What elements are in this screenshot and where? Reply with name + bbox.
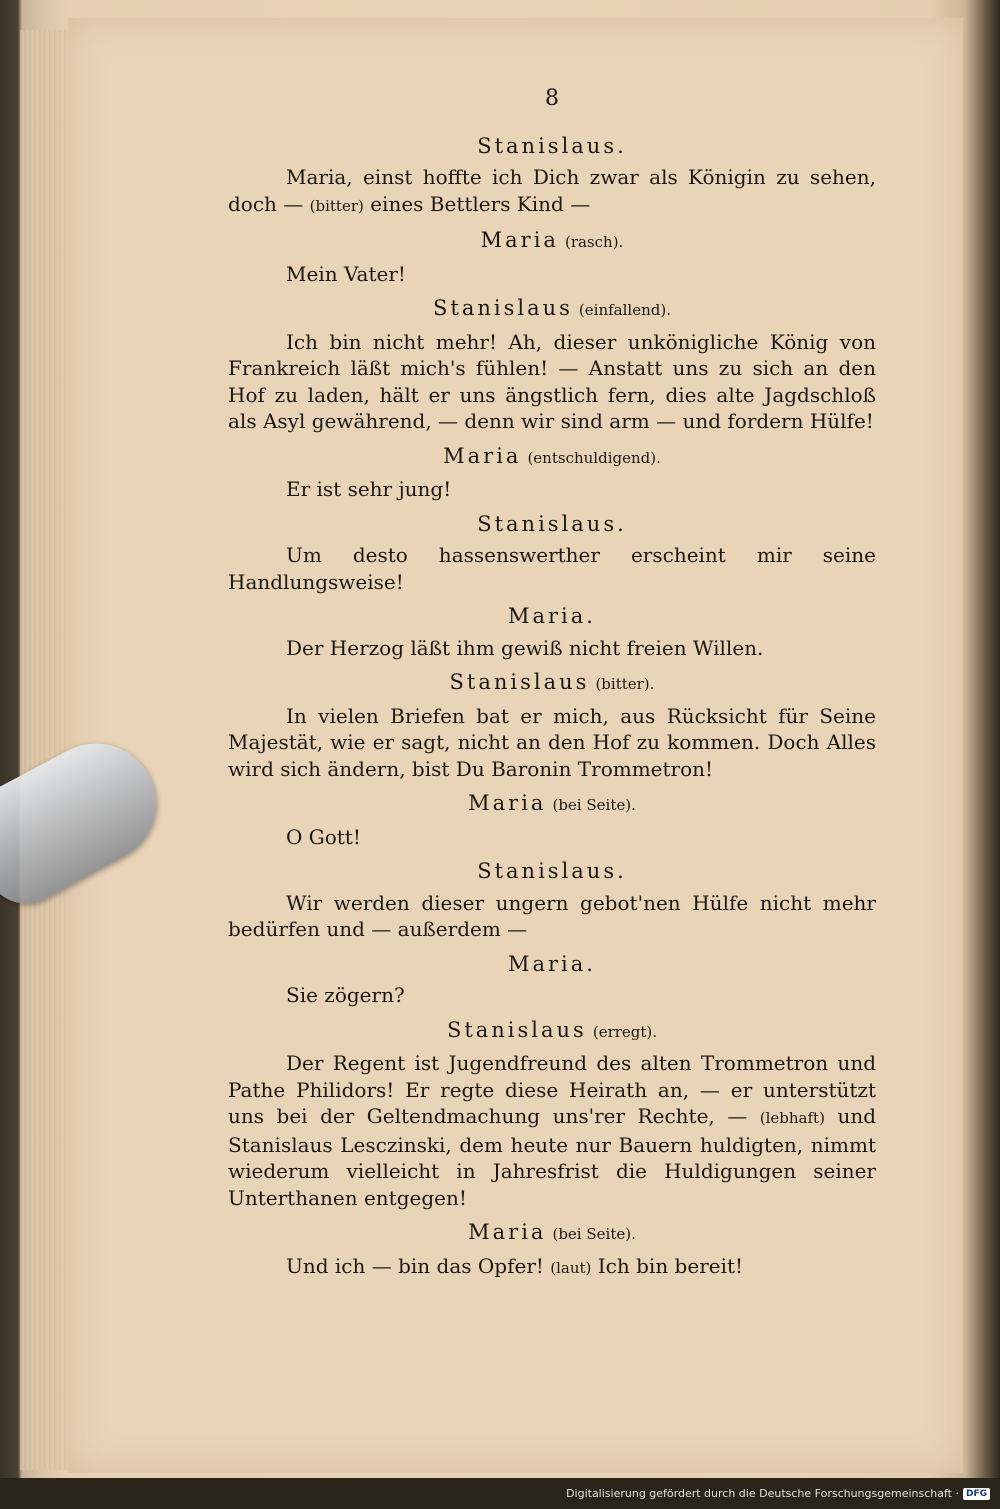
stage-direction: (entschuldigend). bbox=[527, 448, 661, 467]
page-number: 8 bbox=[545, 86, 559, 111]
speaker-name: Stanislaus. bbox=[477, 511, 627, 536]
line-text: O Gott! bbox=[286, 824, 361, 849]
dialogue-line bbox=[228, 164, 876, 219]
stage-direction: (bitter) bbox=[309, 196, 364, 215]
stage-direction: (bei Seite). bbox=[552, 796, 636, 814]
stage-direction: (laut) bbox=[550, 1258, 592, 1277]
page-stack-edge bbox=[20, 30, 70, 1470]
page-text bbox=[228, 86, 876, 1281]
speaker-heading bbox=[228, 669, 876, 698]
line-text: Er ist sehr jung! bbox=[286, 477, 452, 501]
dialogue-line bbox=[228, 824, 876, 851]
line-text: eines Bettlers Kind — bbox=[363, 191, 591, 216]
dialogue-line bbox=[228, 329, 876, 435]
speaker-name: Maria bbox=[443, 443, 522, 468]
line-text: In vielen Briefen bat er mich, aus Rücksicht für Seine Majestät, wie er sagt, nicht an den Hof zu kommen. Doch Alles wird sich ändern, bist Du Baronin Trommetron! bbox=[228, 703, 876, 781]
dialogue-line bbox=[228, 476, 876, 503]
speaker-heading bbox=[228, 511, 876, 538]
credit-text: Digitalisierung gefördert durch die Deutsche Forschungsgemeinschaft · bbox=[566, 1487, 959, 1500]
speaker-heading bbox=[228, 858, 876, 885]
speaker-name: Stanislaus bbox=[446, 1017, 587, 1042]
speaker-heading bbox=[228, 790, 876, 819]
dialogue-line bbox=[228, 890, 876, 943]
speaker-name: Stanislaus. bbox=[477, 859, 627, 883]
stage-direction: (bei Seite). bbox=[552, 1225, 636, 1243]
speaker-heading bbox=[228, 227, 876, 256]
line-text: Ich bin nicht mehr! Ah, dieser unkönigliche König von Frankreich läßt mich's fühlen! — Anstatt uns zu sich an den Hof zu laden, hält er uns ängstlich fern, dies alte Jagdschloß als Asyl gewährend, — denn wir sind arm — und fordern Hülfe! bbox=[228, 329, 876, 433]
speaker-name: Maria bbox=[468, 1220, 547, 1244]
dialogue-line bbox=[228, 1050, 876, 1211]
speaker-name: Maria bbox=[468, 791, 547, 815]
stage-direction: (lebhaft) bbox=[759, 1109, 825, 1127]
line-text: Maria, einst hoffte ich Dich zwar als Königin zu sehen, doch — bbox=[228, 165, 876, 216]
line-text: Der Herzog läßt ihm gewiß nicht freien Willen. bbox=[286, 635, 764, 660]
speaker-heading bbox=[228, 1219, 876, 1248]
dialogue-line bbox=[228, 1253, 876, 1282]
dialogue-line bbox=[228, 542, 876, 595]
stage-direction: (einfallend). bbox=[578, 301, 671, 319]
speaker-heading bbox=[228, 133, 876, 160]
speaker-name: Maria bbox=[480, 228, 559, 252]
speaker-name: Stanislaus bbox=[433, 296, 573, 320]
speaker-name: Maria. bbox=[508, 951, 596, 976]
line-text: Sie zögern? bbox=[286, 983, 405, 1007]
digitization-credit bbox=[566, 1487, 990, 1500]
dialogue-line bbox=[228, 703, 876, 783]
dialogue-line bbox=[228, 261, 876, 288]
dialogue-blocks bbox=[228, 133, 876, 1282]
dialogue-line bbox=[228, 982, 876, 1009]
speaker-heading bbox=[228, 443, 876, 472]
line-text: Und ich — bin das Opfer! bbox=[286, 1253, 551, 1278]
speaker-heading bbox=[228, 1017, 876, 1046]
line-text: Mein Vater! bbox=[286, 261, 406, 286]
speaker-name: Stanislaus bbox=[449, 670, 590, 694]
line-text: und Stanislaus Lesczinski, dem heute nur Bauern huldigten, nimmt wiederum vielleicht in Jahresfrist die Huldigungen seiner Unterthanen entgegen! bbox=[228, 1104, 877, 1210]
line-text: Wir werden dieser ungern gebot'nen Hülfe nicht mehr bedürfen und — außerdem — bbox=[228, 890, 876, 941]
speaker-heading bbox=[228, 295, 876, 324]
stage-direction: (rasch). bbox=[564, 233, 624, 251]
line-text: Ich bin bereit! bbox=[591, 1253, 744, 1278]
line-text: Um desto hassenswerther erscheint mir seine Handlungsweise! bbox=[228, 543, 876, 594]
speaker-heading bbox=[228, 603, 876, 630]
dfg-logo: DFG bbox=[963, 1488, 990, 1500]
speaker-name: Maria. bbox=[508, 604, 596, 628]
speaker-name: Stanislaus. bbox=[477, 133, 627, 158]
stage-direction: (erregt). bbox=[592, 1022, 658, 1041]
line-text: Der Regent ist Jugendfreund des alten Trommetron und Pathe Philidors! Er regte diese Heirath an, — er unterstützt uns bei der Geltendmachung uns'rer Rechte, — bbox=[228, 1051, 876, 1128]
speaker-heading bbox=[228, 951, 876, 978]
dialogue-line bbox=[228, 635, 876, 662]
stage-direction: (bitter). bbox=[595, 675, 655, 693]
